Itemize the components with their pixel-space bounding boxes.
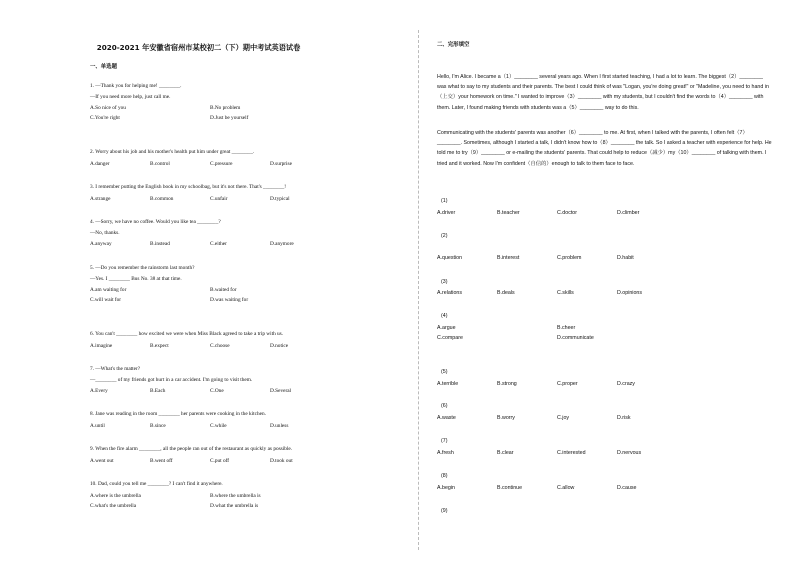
cloze-item-8-number: (8) [441,473,448,479]
cloze-item-2-option-d: D.habit [617,255,634,261]
question-2-line-1: 2. Worry about his job and his mother's health put him under great ________. [90,149,255,155]
cloze-item-8-option-c: C.allow [557,485,575,491]
section-heading-single-choice: 一、单选题 [90,64,117,70]
cloze-item-6-option-c: C.joy [557,415,570,421]
cloze-item-6-option-a: A.waste [437,415,456,421]
question-6-option-d: D.notice [270,343,289,349]
cloze-item-5-number: (5) [441,369,448,375]
cloze-item-7-option-c: C.interested [557,450,586,456]
cloze-item-5-option-b: B.strong [497,381,517,387]
cloze-item-6-number: (6) [441,403,448,409]
question-6-option-c: C.choose [210,343,230,349]
cloze-item-1-option-b: B.teacher [497,210,520,216]
question-5-option-a: A.am waiting for [90,287,127,293]
question-7-line-1: 7. —What's the matter? [90,366,141,372]
question-8-option-c: C.while [210,423,227,429]
question-7-option-c: C.One [210,388,224,394]
question-2-option-d: D.surprise [270,161,292,167]
question-1-line-2: —If you need more help, just call me. [90,94,171,100]
cloze-paragraph-2: Communicating with the students' parents was another（6）________ to me. At first, when I talked with the parents, I often felt（7）________. Sometimes, although I started a talk, I didn't know how to（8）________ the talk. So I asked a teacher with experience for help. He told me to try（9）________ or e-mailing the students' parents. That could help to reduce（减少）my（10）________ of talking with them. I tried and it worked. Now I'm confident（自信的）enough to talk to them face to face. [437,130,772,167]
cloze-item-2-number: (2) [441,233,448,239]
question-1-option-a: A.So nice of you [90,105,126,111]
question-1-option-b: B.No problem [210,105,241,111]
question-8-option-a: A.until [90,423,105,429]
cloze-item-2-option-a: A.question [437,255,463,261]
question-8-option-d: D.unless [270,423,289,429]
question-10-option-a: A.where is the umbrella [90,493,141,499]
cloze-item-9-number: (9) [441,508,448,514]
exam-title: 2020-2021 年安徽省宿州市某校初二（下）期中考试英语试卷 [96,43,301,52]
question-7-option-b: B.Each [150,388,166,394]
question-3-option-c: C.unfair [210,196,228,202]
cloze-item-4-option-a: A.argue [437,325,456,331]
question-2-option-a: A.danger [90,161,110,167]
question-4-option-b: B.instead [150,241,170,247]
cloze-item-3-option-a: A.relations [437,290,463,296]
cloze-item-8-option-a: A.begin [437,485,455,491]
cloze-item-2-option-b: B.interest [497,255,520,261]
question-4-line-2: —No, thanks. [90,230,120,236]
question-7-option-a: A.Every [90,388,108,394]
question-6-line-1: 6. You can't ________ how excited we were when Miss Black agreed to take a trip with us. [90,331,284,337]
cloze-item-7-option-d: D.nervous [617,450,642,456]
question-10-option-c: C.what's the umbrella [90,503,137,509]
question-5-option-c: C.will wait for [90,297,122,303]
question-8-line-1: 8. Jane was reading in the room ________ her parents were cooking in the kitchen. [90,411,266,417]
cloze-item-4-option-c: C.compare [437,335,463,341]
cloze-item-6-option-d: D.risk [617,415,631,421]
question-5-line-2: —Yes. I ________ Bus No. 38 at that time. [90,276,182,282]
question-9-option-b: B.went off [150,458,173,464]
question-3-option-d: D.typical [270,196,290,202]
question-1-option-d: D.Just be yourself [210,115,249,121]
question-10-option-d: D.what the umbrella is [210,503,259,509]
question-8-option-b: B.since [150,423,166,429]
cloze-item-3-option-d: D.opinions [617,290,643,296]
cloze-item-5-option-a: A.terrible [437,381,459,387]
question-1-line-1: 1. —Thank you for helping me! ________. [90,83,182,89]
cloze-item-7-option-a: A.fresh [437,450,454,456]
question-4-option-a: A.anyway [90,241,112,247]
question-2-option-b: B.control [150,161,170,167]
question-6-option-b: B.expect [150,343,169,349]
cloze-item-4-number: (4) [441,313,448,319]
section-heading-cloze: 二、完形填空 [437,42,470,48]
question-3-option-a: A.strange [90,196,111,202]
cloze-item-2-option-c: C.problem [557,255,582,261]
question-7-line-2: —________ of my friends got hurt in a car accident. I'm going to visit them. [90,377,253,383]
question-5-option-b: B.waited for [210,287,237,293]
question-2-option-c: C.pressure [210,161,233,167]
cloze-item-3-option-b: B.deals [497,290,515,296]
cloze-paragraph-1: Hello, I'm Alice. I became a（1）________ several years ago. When I first started teaching, I had a lot to learn. The biggest（2）________ was what to say to my students and their parents. The best I could think of was "Logan, you're doing great!" or "Madeline, you need to hand in（上交）your homework on time." I wanted to improve（3）________ with my students, but I couldn't find the words to（4）________ with them. Later, I found making friends with students was a（5）________ way to do this. [437,74,769,111]
question-9-option-c: C.put off [210,458,230,464]
question-9-line-1: 9. When the fire alarm ________, all the people ran out of the restaurant as quickly as possible. [90,446,293,452]
cloze-item-7-number: (7) [441,438,448,444]
question-5-option-d: D.was waiting for [210,297,249,303]
question-10-option-b: B.where the umbrella is [210,493,261,499]
cloze-item-8-option-b: B.continue [497,485,523,491]
cloze-item-1-number: (1) [441,198,448,204]
cloze-item-3-option-c: C.skills [557,290,574,296]
cloze-item-6-option-b: B.worry [497,415,515,421]
cloze-item-8-option-d: D.cause [617,485,637,491]
cloze-item-5-option-c: C.proper [557,381,578,387]
question-3-line-1: 3. I remember putting the English book in my schoolbag, but it's not there. That's ________! [90,184,287,190]
question-5-line-1: 5. —Do you remember the rainstorm last month? [90,265,195,271]
question-4-option-d: D.anymore [270,241,294,247]
question-7-option-d: D.Several [270,388,292,394]
question-3-option-b: B.common [150,196,174,202]
question-9-option-a: A.went out [90,458,114,464]
cloze-item-5-option-d: D.crazy [617,381,635,387]
question-1-option-c: C.You're right [90,115,120,121]
cloze-item-1-option-c: C.doctor [557,210,578,216]
cloze-item-3-number: (3) [441,279,448,285]
question-9-option-d: D.took out [270,458,293,464]
cloze-item-1-option-a: A.driver [437,210,456,216]
cloze-item-4-option-b: B.cheer [557,325,576,331]
page-divider [418,30,419,550]
question-6-option-a: A.imagine [90,343,113,349]
question-4-line-1: 4. —Sorry, we have no coffee. Would you like tea ________? [90,219,221,225]
cloze-item-1-option-d: D.climber [617,210,640,216]
cloze-item-4-option-d: D.communicate [557,335,594,341]
question-10-line-1: 10. Dad, could you tell me ________? I can't find it anywhere. [90,481,223,487]
cloze-item-7-option-b: B.clear [497,450,514,456]
question-4-option-c: C.either [210,241,227,247]
